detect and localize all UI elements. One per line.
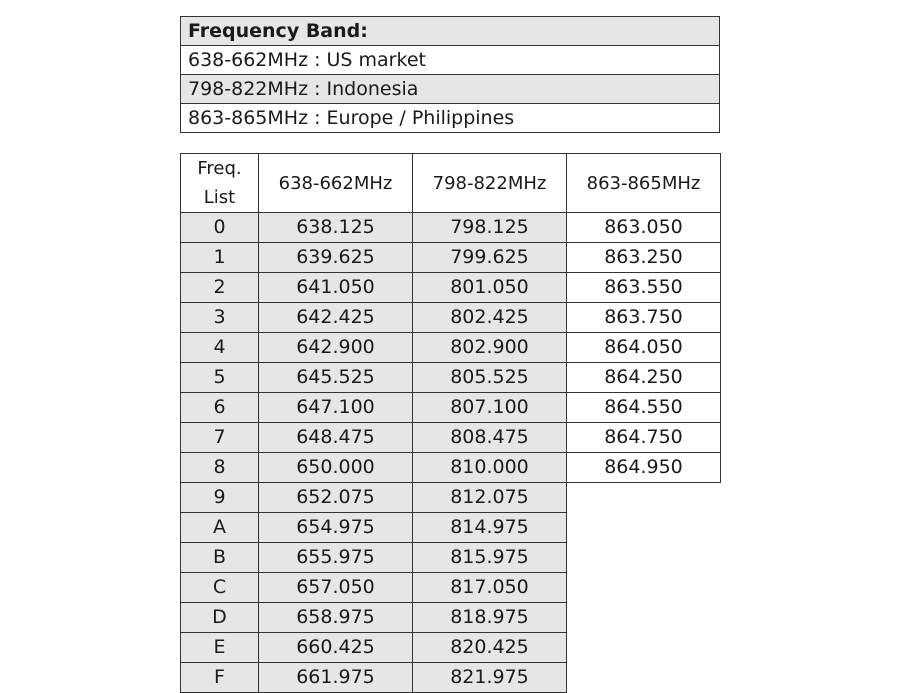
frequency-cell: 661.975 [259,663,413,693]
empty-cell [567,663,721,693]
channel-index-cell: 6 [181,393,259,423]
table-row [181,603,721,633]
frequency-cell: 655.975 [259,543,413,573]
frequency-cell: 863.750 [567,303,721,333]
empty-cell [567,543,721,573]
frequency-cell: 648.475 [259,423,413,453]
frequency-cell: 645.525 [259,363,413,393]
frequency-cell: 815.975 [413,543,567,573]
frequency-cell: 798.125 [413,213,567,243]
frequency-cell: 863.550 [567,273,721,303]
frequency-cell: 639.625 [259,243,413,273]
frequency-cell: 864.950 [567,453,721,483]
frequency-cell: 807.100 [413,393,567,423]
frequency-cell: 805.525 [413,363,567,393]
band-row-us: 638-662MHz : US market [181,46,720,75]
channel-index-cell: 7 [181,423,259,453]
column-header: 863-865MHz [567,154,721,213]
table-row [181,453,721,483]
table-row [181,663,721,693]
table-row [181,633,721,663]
column-header: 798-822MHz [413,154,567,213]
frequency-cell: 642.900 [259,333,413,363]
table-row [181,423,721,453]
frequency-cell: 808.475 [413,423,567,453]
channel-index-cell: D [181,603,259,633]
frequency-cell: 647.100 [259,393,413,423]
frequency-list-table [180,153,721,693]
band-row-indonesia: 798-822MHz : Indonesia [181,75,720,104]
frequency-cell: 812.075 [413,483,567,513]
table-row [181,513,721,543]
frequency-cell: 864.550 [567,393,721,423]
table-row [181,273,721,303]
frequency-cell: 658.975 [259,603,413,633]
table-row [181,363,721,393]
frequency-cell: 660.425 [259,633,413,663]
frequency-cell: 864.050 [567,333,721,363]
column-header: Freq. List [181,154,259,213]
frequency-cell: 820.425 [413,633,567,663]
channel-index-cell: 5 [181,363,259,393]
table-row [181,303,721,333]
empty-cell [567,483,721,513]
table-row [181,243,721,273]
channel-index-cell: B [181,543,259,573]
frequency-cell: 654.975 [259,513,413,543]
frequency-cell: 821.975 [413,663,567,693]
channel-index-cell: A [181,513,259,543]
frequency-cell: 657.050 [259,573,413,603]
channel-index-cell: 4 [181,333,259,363]
channel-index-cell: 8 [181,453,259,483]
empty-cell [567,603,721,633]
channel-index-cell: 2 [181,273,259,303]
frequency-cell: 864.750 [567,423,721,453]
band-row-europe: 863-865MHz : Europe / Philippines [181,104,720,133]
table-row [181,483,721,513]
channel-index-cell: 0 [181,213,259,243]
channel-index-cell: 9 [181,483,259,513]
channel-index-cell: 3 [181,303,259,333]
frequency-band-table [180,16,720,133]
frequency-cell: 638.125 [259,213,413,243]
frequency-cell: 814.975 [413,513,567,543]
frequency-band-title: Frequency Band: [181,17,720,46]
channel-index-cell: 1 [181,243,259,273]
frequency-cell: 864.250 [567,363,721,393]
table-row [181,393,721,423]
table-row [181,573,721,603]
frequency-cell: 652.075 [259,483,413,513]
frequency-cell: 801.050 [413,273,567,303]
frequency-cell: 810.000 [413,453,567,483]
frequency-cell: 802.900 [413,333,567,363]
frequency-cell: 641.050 [259,273,413,303]
column-header: 638-662MHz [259,154,413,213]
empty-cell [567,633,721,663]
frequency-cell: 642.425 [259,303,413,333]
channel-index-cell: C [181,573,259,603]
frequency-cell: 802.425 [413,303,567,333]
channel-index-cell: E [181,633,259,663]
table-row [181,543,721,573]
frequency-cell: 817.050 [413,573,567,603]
frequency-cell: 818.975 [413,603,567,633]
frequency-cell: 650.000 [259,453,413,483]
empty-cell [567,573,721,603]
frequency-cell: 863.050 [567,213,721,243]
frequency-cell: 863.250 [567,243,721,273]
empty-cell [567,513,721,543]
frequency-cell: 799.625 [413,243,567,273]
channel-index-cell: F [181,663,259,693]
table-row [181,213,721,243]
table-row [181,333,721,363]
table-header-row [181,154,721,213]
